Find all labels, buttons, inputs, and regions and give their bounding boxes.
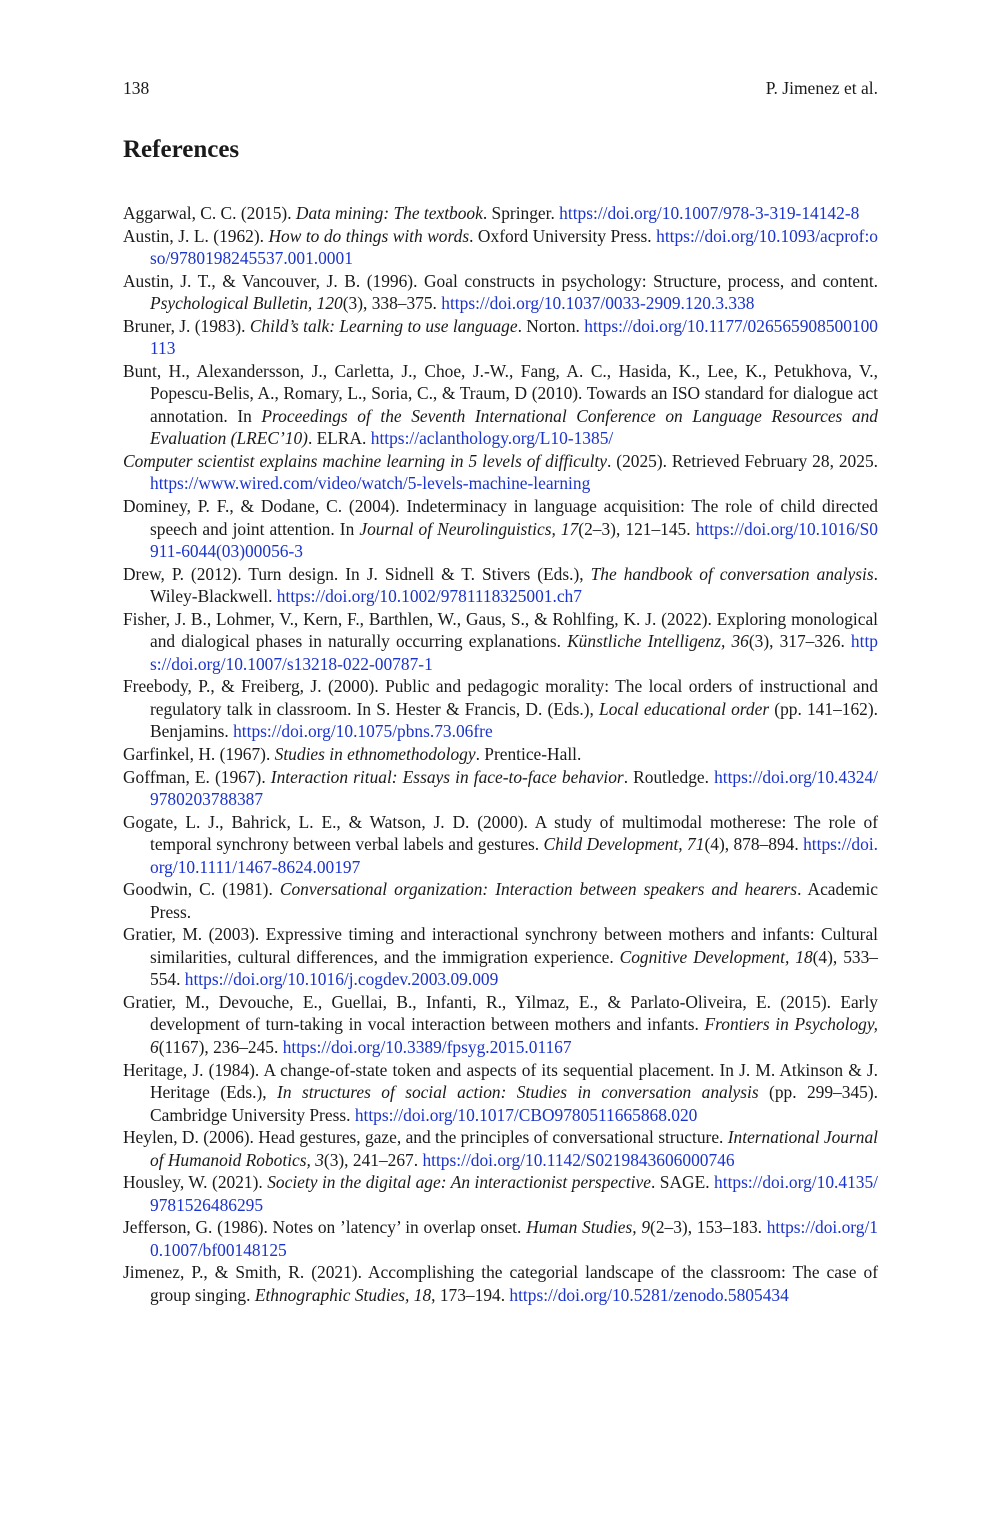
reference-title: The handbook of conversation analysis [590,563,874,584]
reference-title: Child’s talk: Learning to use language [249,315,518,336]
reference-entry [123,1171,878,1216]
reference-entry [123,1126,878,1171]
reference-text: . ELRA. [307,428,371,449]
reference-title: Conversational organization: Interaction between speakers and hearers [279,879,798,900]
reference-text: . Academic Press. [150,879,879,922]
page-header [123,78,878,104]
reference-text: Goffman, E. (1967). [123,766,271,787]
reference-entry [123,743,878,766]
reference-title: Studies in ethnomethodology [274,743,476,764]
reference-text: (1167), 236–245. [158,1036,283,1057]
reference-title: Society in the digital age: An interactionist perspective [267,1172,651,1193]
reference-entry [123,563,878,608]
reference-text: Goodwin, C. (1981). [123,879,280,900]
doi-link[interactable]: https://doi.org/10.1037/0033-2909.120.3.338 [441,293,755,314]
reference-title: Human Studies, 9 [526,1217,651,1238]
reference-title: Ethnographic Studies, 18 [254,1284,432,1305]
reference-title: International Journal of Humanoid Robotics, 3 [150,1127,878,1170]
reference-text: (pp. 141–162). Benjamins. [150,698,878,742]
reference-entry [123,270,878,315]
reference-text: Freebody, P., & Freiberg, J. (2000). Public and pedagogic morality: The local orders of instructional and regulatory talk in classroom. In S. Hester & Francis, D. (Eds.), [123,676,878,719]
reference-text: . Springer. [482,203,560,223]
running-head: P. Jimenez et al. [765,78,878,98]
reference-text: Gratier, M. (2003). Expressive timing and interactional synchrony between mothers and infants: Cultural similarities, cultural differences, and the immigration experience. [123,924,878,967]
doi-link[interactable]: https://doi.org/10.1007/s13218-022-00787-1 [150,631,878,674]
reference-title: How to do things with words [268,225,470,246]
reference-text: (4), 533–554. [150,946,878,990]
doi-link[interactable]: https://doi.org/10.4135/9781526486295 [150,1172,878,1215]
doi-link[interactable]: https://doi.org/10.1111/1467-8624.00197 [150,834,878,877]
doi-link[interactable]: https://doi.org/10.3389/fpsyg.2015.01167 [282,1036,572,1057]
reference-entry [123,360,878,450]
reference-title: Frontiers in Psychology, 6 [150,1014,878,1057]
reference-text: . Prentice-Hall. [475,743,582,764]
reference-entry [123,608,878,676]
reference-text: . Oxford University Press. [469,225,657,246]
reference-title: Computer scientist explains machine learning in 5 levels of difficulty [123,450,607,471]
reference-text: Housley, W. (2021). [123,1172,268,1193]
doi-link[interactable]: https://doi.org/10.5281/zenodo.5805434 [509,1284,789,1305]
reference-entry [123,1216,878,1261]
reference-title: Proceedings of the Seventh International Conference on Language Resources and Evaluation (LREC’10) [150,405,878,449]
reference-text: Fisher, J. B., Lohmer, V., Kern, F., Barthlen, W., Gaus, S., & Rohlfing, K. J. (2022). Exploring monological and dialogical phases in naturally occurring explanations. [123,608,878,652]
reference-text: . Norton. [517,315,585,336]
reference-entry [123,495,878,563]
doi-link[interactable]: https://doi.org/10.1177/026565908500100113 [150,315,878,359]
reference-text: Jefferson, G. (1986). Notes on ’latency’ in overlap onset. [123,1217,527,1238]
reference-text: Gratier, M., Devouche, E., Guellai, B., Infanti, R., Yilmaz, E., & Parlato-Oliveira, E. (2015). Early development of turn-taking in vocal interaction between mothers and infants. [123,991,878,1035]
reference-text: . Wiley-Blackwell. [150,563,878,607]
doi-link[interactable]: https://doi.org/10.1093/acprof:oso/9780198245537.001.0001 [150,225,878,269]
reference-entry [123,225,878,270]
doi-link[interactable]: https://doi.org/10.1007/bf00148125 [150,1217,878,1260]
doi-link[interactable]: https://doi.org/10.1016/j.cogdev.2003.09.009 [184,969,499,990]
reference-text: . Routledge. [623,766,715,787]
reference-entry [123,766,878,811]
reference-text: (3), 338–375. [342,293,442,314]
reference-title: Child Development, 71 [543,834,705,855]
reference-text: Bunt, H., Alexandersson, J., Carletta, J., Choe, J.-W., Fang, A. C., Hasida, K., Lee, K., Petukhova, V., Popescu-Belis, A., Romary, L., Soria, C., & Traum, D (2010). Towards an ISO standard for dialogue act annotation. In [123,360,878,426]
reference-text: Austin, J. L. (1962). [123,225,269,246]
reference-title: Local educational order [599,698,770,719]
reference-text: Heritage, J. (1984). A change-of-state token and aspects of its sequential placement. In J. M. Atkinson & J. Heritage (Eds.), [123,1059,878,1102]
doi-link[interactable]: https://doi.org/10.1016/S0911-6044(03)00056-3 [150,518,878,562]
doi-link[interactable]: https://doi.org/10.4324/9780203788387 [150,766,879,810]
reference-entry [123,450,878,495]
reference-text: (3), 241–267. [323,1149,423,1170]
reference-entry [123,991,878,1059]
reference-text: Aggarwal, C. C. (2015). [123,203,296,223]
reference-list [123,202,878,1306]
reference-title: Interaction ritual: Essays in face-to-face behavior [270,766,624,787]
doi-link[interactable]: https://doi.org/10.1075/pbns.73.06fre [233,721,493,742]
reference-text: Austin, J. T., & Vancouver, J. B. (1996). Goal constructs in psychology: Structure, process, and content. [123,270,878,291]
doi-link[interactable]: https://doi.org/10.1007/978-3-319-14142-8 [559,203,860,223]
reference-text: . (2025). Retrieved February 28, 2025. [606,450,878,471]
reference-text: Drew, P. (2012). Turn design. In J. Sidnell & T. Stivers (Eds.), [123,563,591,584]
reference-entry [123,1059,878,1127]
doi-link[interactable]: https://aclanthology.org/L10-1385/ [370,428,614,449]
reference-text: Heylen, D. (2006). Head gestures, gaze, and the principles of conversational structure. [123,1127,728,1148]
reference-title: In structures of social action: Studies in conversation analysis [277,1082,759,1102]
reference-entry [123,1261,878,1306]
doi-link[interactable]: https://doi.org/10.1002/9781118325001.ch7 [276,586,582,607]
reference-text: (4), 878–894. [704,834,804,855]
reference-text: Gogate, L. J., Bahrick, L. E., & Watson, J. D. (2000). A study of multimodal motherese: The role of temporal synchrony between verbal labels and gestures. [123,811,878,855]
reference-text: Jimenez, P., & Smith, R. (2021). Accomplishing the categorial landscape of the classroom: The case of group singing. [123,1262,878,1305]
reference-text: Garfinkel, H. (1967). [123,743,275,764]
reference-text: Bruner, J. (1983). [123,315,250,336]
reference-text: Dominey, P. F., & Dodane, C. (2004). Indeterminacy in language acquisition: The role of child directed speech and joint attention. In [123,496,878,539]
reference-text: , 173–194. [431,1284,510,1305]
reference-entry [123,315,878,360]
reference-entry [123,675,878,743]
doi-link[interactable]: https://doi.org/10.1142/S0219843606000746 [422,1149,735,1170]
page-number: 138 [123,78,150,98]
section-title: References [123,136,240,163]
reference-entry [123,202,878,225]
reference-text: (3), 317–326. [748,631,851,652]
reference-entry [123,923,878,991]
reference-title: Cognitive Development, 18 [619,946,813,967]
reference-title: Psychological Bulletin, 120 [150,293,343,314]
reference-text: . SAGE. [650,1172,715,1193]
reference-text: (2–3), 153–183. [650,1217,767,1238]
reference-entry [123,878,878,923]
reference-title: Künstliche Intelligenz, 36 [567,631,749,652]
reference-text: (2–3), 121–145. [578,518,696,539]
doi-link[interactable]: https://doi.org/10.1017/CBO9780511665868.020 [354,1104,698,1125]
reference-entry [123,811,878,879]
reference-text: (pp. 299–345). Cambridge University Press. [150,1082,878,1125]
doi-link[interactable]: https://www.wired.com/video/watch/5-levels-machine-learning [150,473,591,494]
reference-title: Data mining: The textbook [295,203,483,223]
reference-title: Journal of Neurolinguistics, 17 [359,518,579,539]
